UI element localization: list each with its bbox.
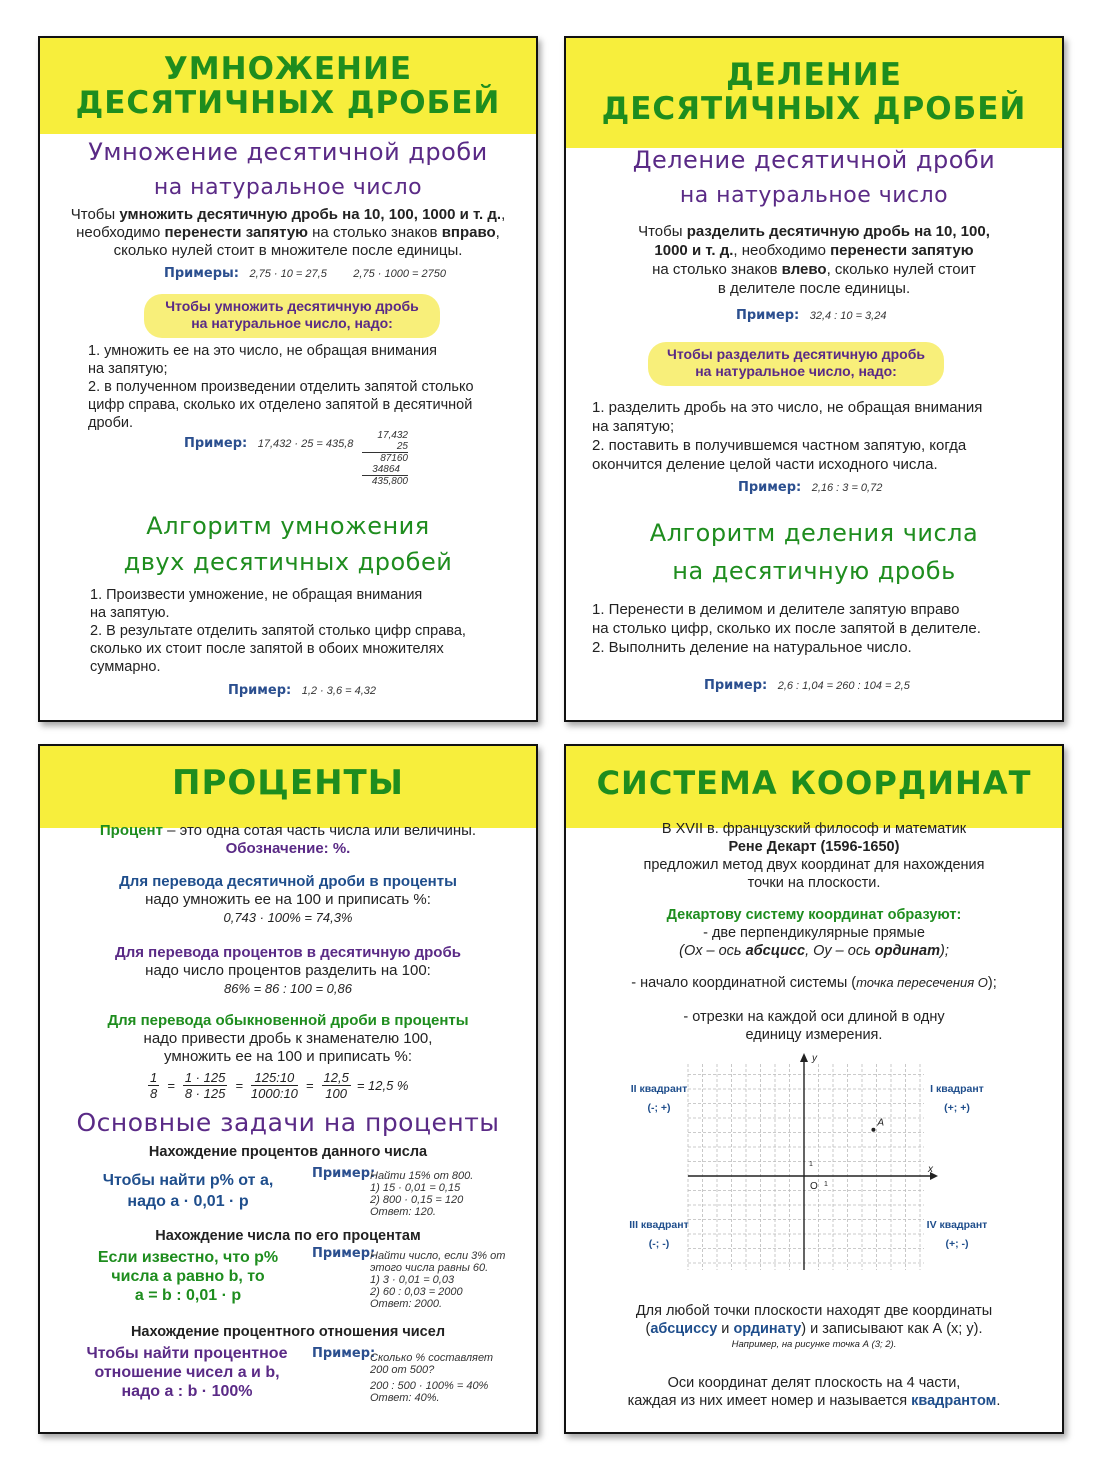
- rule-bold: перенести запятую: [164, 224, 308, 241]
- task-text-line: надо a · 0,01 · p: [127, 1193, 249, 1210]
- explanation-line: [566, 1320, 1062, 1338]
- formation-fragment: );: [940, 943, 949, 959]
- rule-fragment: , сколько нулей стоит: [826, 261, 976, 278]
- def-text: – это одна сотая часть числа или величины.: [162, 822, 477, 839]
- pill-line: Чтобы разделить десятичную дробь: [667, 346, 925, 362]
- section-example: 0,743 · 100% = 74,3%: [223, 910, 353, 925]
- step-line: 1. умножить ее на это число, не обращая внимания: [88, 343, 437, 359]
- numerator: 1: [150, 1070, 158, 1085]
- pill-line: на натуральное число, надо:: [695, 363, 897, 379]
- quadrant-name: IV квадрант: [926, 1219, 988, 1231]
- rule-text: [566, 222, 1062, 298]
- algo-title-line: Алгоритм умножения: [146, 512, 430, 540]
- rule-fragment: Чтобы: [70, 206, 120, 223]
- final-example: [704, 676, 1062, 694]
- quadrant-name: I квадрант: [930, 1083, 984, 1095]
- subtitle: [40, 134, 536, 206]
- step-line: дроби.: [88, 415, 134, 431]
- algo-title-line: Алгоритм деления числа: [649, 519, 979, 547]
- denominator: 100: [325, 1086, 347, 1101]
- rule-bold: перенести запятую: [830, 242, 974, 259]
- denominator: 1000:10: [250, 1086, 298, 1101]
- origin-fragment: - начало координатной системы (: [631, 975, 857, 991]
- task-example-line: 200 : 500 · 100% = 40%: [370, 1380, 489, 1392]
- step-line: 1. разделить дробь на это число, не обращая внимания: [592, 399, 983, 416]
- task-text-line: отношение чисел a и b,: [94, 1364, 280, 1381]
- banner: [40, 746, 536, 828]
- example-expr: 32,4 : 10 = 3,24: [809, 310, 887, 322]
- fraction: [322, 1070, 351, 1101]
- task3-text: [62, 1344, 312, 1401]
- example2-expr: 2,16 : 3 = 0,72: [811, 482, 883, 494]
- subtitle-line: Деление десятичной дроби: [632, 146, 996, 174]
- rule-fragment: необходимо: [76, 224, 165, 241]
- denominator: 8: [150, 1086, 158, 1101]
- rule-fragment: на столько знаков: [307, 224, 442, 241]
- equals: =: [235, 1078, 243, 1093]
- task-example-line: Найти число, если 3% от: [370, 1250, 506, 1262]
- fraction-result: = 12,5 %: [356, 1078, 409, 1093]
- explanation-bold: ординату: [733, 1321, 802, 1337]
- task2-label: Пример:: [312, 1246, 376, 1261]
- y-axis-arrow: [800, 1053, 808, 1062]
- section-title: Для перевода процентов в десятичную дробь: [115, 944, 461, 961]
- tasks-title: [40, 1106, 536, 1140]
- y-axis-label: y: [812, 1053, 817, 1064]
- rule-pill: [648, 342, 944, 386]
- formation-bold: ординат: [874, 943, 940, 959]
- task-example-line: Ответ: 2000.: [370, 1298, 443, 1310]
- rule-bold: влево: [781, 261, 827, 278]
- task-text-line: Если известно, что p%: [97, 1249, 279, 1266]
- quadrant-signs: (+; +): [944, 1102, 970, 1114]
- formation-line: - две перпендикулярные прямые: [703, 925, 925, 941]
- explanation-note: Например, на рисунке точка А (3; 2).: [731, 1339, 897, 1350]
- rule-fragment: Чтобы: [638, 223, 687, 240]
- fraction: [251, 1070, 298, 1101]
- steps-list: [88, 342, 536, 432]
- column-multiplication: [362, 430, 408, 487]
- quadrant-name: II квадрант: [630, 1083, 688, 1095]
- column-row: 34864: [362, 464, 408, 476]
- numerator: 12,5: [323, 1070, 349, 1085]
- algo-title: [566, 514, 1062, 590]
- intro-line: точки на плоскости.: [747, 875, 881, 891]
- unit-text: - отрезки на каждой оси длиной в одну: [683, 1009, 945, 1025]
- point-a: [871, 1128, 875, 1132]
- quadrant-bold: квадрантом: [911, 1393, 997, 1409]
- subtitle-line: на натуральное число: [153, 175, 423, 200]
- section-title: Для перевода десятичной дроби в проценты: [119, 873, 457, 890]
- task-text-line: a = b : 0,01 · p: [134, 1287, 242, 1304]
- banner-line: УМНОЖЕНИЕ: [163, 51, 413, 87]
- example-1: 2,75 · 10 = 27,5: [249, 268, 327, 280]
- numerator: 1 · 125: [184, 1070, 226, 1085]
- task-text-line: числа a равно b, то: [111, 1268, 265, 1285]
- task3-example: [370, 1352, 493, 1404]
- point-a-label: A: [877, 1117, 885, 1129]
- section-text: надо умножить ее на 100 и приписать %:: [145, 891, 431, 908]
- algo-step-line: суммарно.: [90, 659, 161, 675]
- task2-example: [370, 1250, 505, 1310]
- task3-title: [40, 1324, 536, 1340]
- banner: [566, 38, 1062, 148]
- denominator: 8 · 125: [184, 1086, 226, 1101]
- banner-line: ДЕЛЕНИЕ: [726, 57, 902, 93]
- task-example-line: Найти 15% от 800.: [370, 1170, 474, 1182]
- task-text-line: Чтобы найти процентное: [86, 1345, 288, 1362]
- section-example: 86% = 86 : 100 = 0,86: [224, 981, 352, 996]
- formation-line: [566, 942, 1062, 960]
- quadrant-signs: (+; -): [945, 1238, 969, 1250]
- banner: [40, 38, 536, 134]
- algo-step-line: 1. Произвести умножение, не обращая внимания: [90, 587, 423, 603]
- system-formation: [566, 906, 1062, 960]
- origin-italic: точка пересечения O: [856, 975, 988, 990]
- coords-explanation: [566, 1302, 1062, 1352]
- formation-bold: абсцисс: [745, 943, 806, 959]
- task-example-line: Ответ: 40%.: [370, 1392, 440, 1404]
- task-example-line: этого числа равны 60.: [370, 1262, 489, 1274]
- notation-text: Обозначение: %.: [225, 840, 351, 857]
- tasks-title-text: Основные задачи на проценты: [76, 1108, 500, 1137]
- equals: =: [305, 1078, 314, 1093]
- example2-label: Пример:: [738, 480, 802, 495]
- section-text: надо число процентов разделить на 100:: [145, 962, 431, 979]
- algo-step-line: 2. Выполнить деление на натуральное число.: [592, 639, 912, 656]
- subtitle: [566, 142, 1062, 214]
- banner-line: ДЕСЯТИЧНЫХ ДРОБЕЙ: [601, 91, 1027, 127]
- task1-example: [370, 1170, 473, 1218]
- example-2: 2,75 · 1000 = 2750: [353, 268, 446, 280]
- algo-title-line: на десятичную дробь: [672, 557, 956, 585]
- task1-label: Пример:: [312, 1166, 376, 1181]
- task-text-line: надо a : b · 100%: [121, 1383, 253, 1400]
- section-percent-to-decimal: [40, 944, 536, 998]
- algo-steps: [592, 600, 1062, 657]
- column-row: 25: [362, 441, 408, 453]
- intro: [566, 820, 1062, 892]
- step-line: 2. поставить в получившемся частном запятую, когда: [592, 437, 967, 454]
- rule-fragment: , необходимо: [733, 242, 831, 259]
- intro-line: предложил метод двух координат для нахождения: [643, 857, 985, 873]
- notation: [40, 840, 536, 858]
- section-title: Для перевода обыкновенной дроби в проценты: [107, 1012, 469, 1029]
- intro-line: В XVII в. французский философ и математик: [661, 821, 967, 837]
- final-expr: 1,2 · 3,6 = 4,32: [301, 685, 377, 697]
- final-label: Пример:: [228, 683, 292, 698]
- rule-bold: 1000 и т. д.: [654, 242, 734, 259]
- quadrant-signs: (-; +): [647, 1102, 671, 1114]
- banner-title: ПРОЦЕНТЫ: [172, 763, 404, 803]
- rule-bold: умножить десятичную дробь на 10, 100, 1000 и т. д.: [119, 206, 502, 223]
- rule-fragment: ,: [501, 206, 506, 223]
- quadrant-line: Оси координат делят плоскость на 4 части,: [667, 1375, 961, 1391]
- explanation-line: Для любой точки плоскости находят две координаты: [635, 1303, 993, 1319]
- task1-title: [40, 1144, 536, 1160]
- formation-fragment: , Oy – ось: [805, 943, 875, 959]
- explanation-fragment: ) и записывают как А (x; y).: [801, 1321, 983, 1337]
- rule-fragment: на столько знаков: [652, 261, 782, 278]
- quadrant-explanation: [566, 1374, 1062, 1410]
- subtitle-line: на натуральное число: [679, 183, 949, 208]
- quadrant-signs: (-; -): [648, 1238, 670, 1250]
- card-coordinates: [564, 744, 1064, 1434]
- unit-text: единицу измерения.: [745, 1027, 883, 1043]
- example2-row: [738, 478, 1062, 496]
- section-fraction-to-percent: [40, 1012, 536, 1066]
- fraction-chain: [148, 1070, 409, 1101]
- banner: [566, 746, 1062, 828]
- unit-line: [566, 1008, 1062, 1044]
- task3-label: Пример:: [312, 1346, 376, 1361]
- examples-label: Примеры:: [164, 266, 239, 281]
- fraction: [148, 1070, 159, 1101]
- examples-row: [164, 264, 536, 282]
- y-tick-1: 1: [809, 1161, 813, 1168]
- coordinate-plane: [684, 1048, 944, 1274]
- rule-bold: вправо: [441, 224, 496, 241]
- rule-text: [40, 206, 536, 260]
- final-label: Пример:: [704, 678, 768, 693]
- x-tick-1: 1: [824, 1181, 828, 1188]
- rule-fragment: ,: [495, 224, 500, 241]
- algo-title: [40, 508, 536, 580]
- rule-fragment: в делителе после единицы.: [717, 280, 911, 297]
- section-text: надо привести дробь к знаменателю 100,: [143, 1030, 433, 1047]
- algo-title-line: двух десятичных дробей: [123, 548, 453, 576]
- formation-title: Декартову систему координат образуют:: [666, 907, 962, 923]
- column-row: 87160: [380, 453, 408, 464]
- card-percent: [38, 744, 538, 1434]
- quadrant-fragment: .: [996, 1393, 1001, 1409]
- grid: [688, 1064, 924, 1270]
- steps-list: [592, 398, 1062, 474]
- pill-line: Чтобы умножить десятичную дробь: [165, 298, 419, 314]
- task1-text: [80, 1170, 296, 1212]
- task-example-line: 1) 15 · 0,01 = 0,15: [370, 1182, 461, 1194]
- step-line: окончится деление целой части исходного числа.: [592, 456, 938, 473]
- algo-step-line: 2. В результате отделить запятой столько цифр справа,: [90, 623, 466, 639]
- x-axis-label: x: [928, 1164, 933, 1175]
- step-line: 2. в полученном произведении отделить запятой столько: [88, 379, 474, 395]
- banner-line: ДЕСЯТИЧНЫХ ДРОБЕЙ: [75, 85, 501, 121]
- rule-bold: разделить десятичную дробь на 10, 100,: [686, 223, 990, 240]
- algo-steps: [90, 586, 536, 676]
- task-example-line: 200 от 500?: [370, 1364, 435, 1376]
- task2-title: [40, 1228, 536, 1244]
- task-example-line: 1) 3 · 0,01 = 0,03: [370, 1274, 455, 1286]
- step-line: на запятую;: [88, 361, 168, 377]
- algo-step-line: на запятую.: [90, 605, 170, 621]
- equals: =: [167, 1078, 175, 1093]
- explanation-fragment: (: [645, 1321, 651, 1337]
- def-term: Процент: [99, 822, 163, 839]
- rule-fragment: сколько нулей стоит в множителе после единицы.: [113, 242, 463, 259]
- task-text-line: Чтобы найти p% от a,: [102, 1172, 274, 1189]
- example-label: Пример:: [736, 308, 800, 323]
- task-title: Нахождение процентного отношения чисел: [130, 1324, 446, 1340]
- task-example-line: Сколько % составляет: [370, 1352, 494, 1364]
- column-row: 17,432: [377, 430, 408, 441]
- formation-fragment: (Ox – ось: [679, 943, 746, 959]
- section-decimal-to-percent: [40, 873, 536, 927]
- quadrant-line: [566, 1392, 1062, 1410]
- explanation-bold: абсциссу: [650, 1321, 718, 1337]
- origin-fragment: );: [987, 975, 997, 991]
- algo-step-line: сколько их стоит после запятой в обоих множителях: [90, 641, 444, 657]
- pill-line: на натуральное число, надо:: [191, 315, 393, 331]
- origin-line: [566, 974, 1062, 992]
- example-row: [736, 306, 1062, 324]
- card-divide: [564, 36, 1064, 722]
- task-example-line: 2) 800 · 0,15 = 120: [370, 1194, 464, 1206]
- banner-title: СИСТЕМА КООРДИНАТ: [596, 764, 1032, 802]
- subtitle-line: Умножение десятичной дроби: [88, 138, 488, 166]
- origin-label: O: [810, 1181, 818, 1192]
- task-title: Нахождение процентов данного числа: [148, 1144, 428, 1160]
- numerator: 125:10: [251, 1070, 298, 1086]
- step-line: на запятую;: [592, 418, 675, 435]
- example-expr: 17,432 · 25 = 435,8: [257, 438, 354, 450]
- explanation-fragment: и: [717, 1321, 734, 1337]
- card-multiply: [38, 36, 538, 722]
- section-text: умножить ее на 100 и приписать %:: [164, 1048, 412, 1065]
- example-label: Пример:: [184, 436, 248, 451]
- task2-text: [76, 1248, 300, 1305]
- quadrant-fragment: каждая из них имеет номер и называется: [627, 1393, 912, 1409]
- definition: [40, 822, 536, 840]
- step-line: цифр справа, сколько их отделено запятой в десятичной: [88, 397, 473, 413]
- example-row: [184, 434, 536, 452]
- task-example-line: 2) 60 : 0,03 = 2000: [370, 1286, 463, 1298]
- algo-step-line: на столько цифр, сколько их после запятой в делителе.: [592, 620, 981, 637]
- task-title: Нахождение числа по его процентам: [155, 1228, 421, 1244]
- algo-step-line: 1. Перенести в делимом и делителе запятую вправо: [592, 601, 960, 618]
- intro-line: Рене Декарт (1596-1650): [728, 839, 900, 855]
- final-example: [228, 681, 536, 699]
- final-expr: 2,6 : 1,04 = 260 : 104 = 2,5: [777, 680, 910, 692]
- column-row: 435,800: [371, 476, 408, 487]
- rule-pill: [144, 294, 440, 338]
- quadrant-name: III квадрант: [629, 1219, 689, 1231]
- fraction: [183, 1070, 227, 1101]
- task-example-line: Ответ: 120.: [370, 1206, 436, 1218]
